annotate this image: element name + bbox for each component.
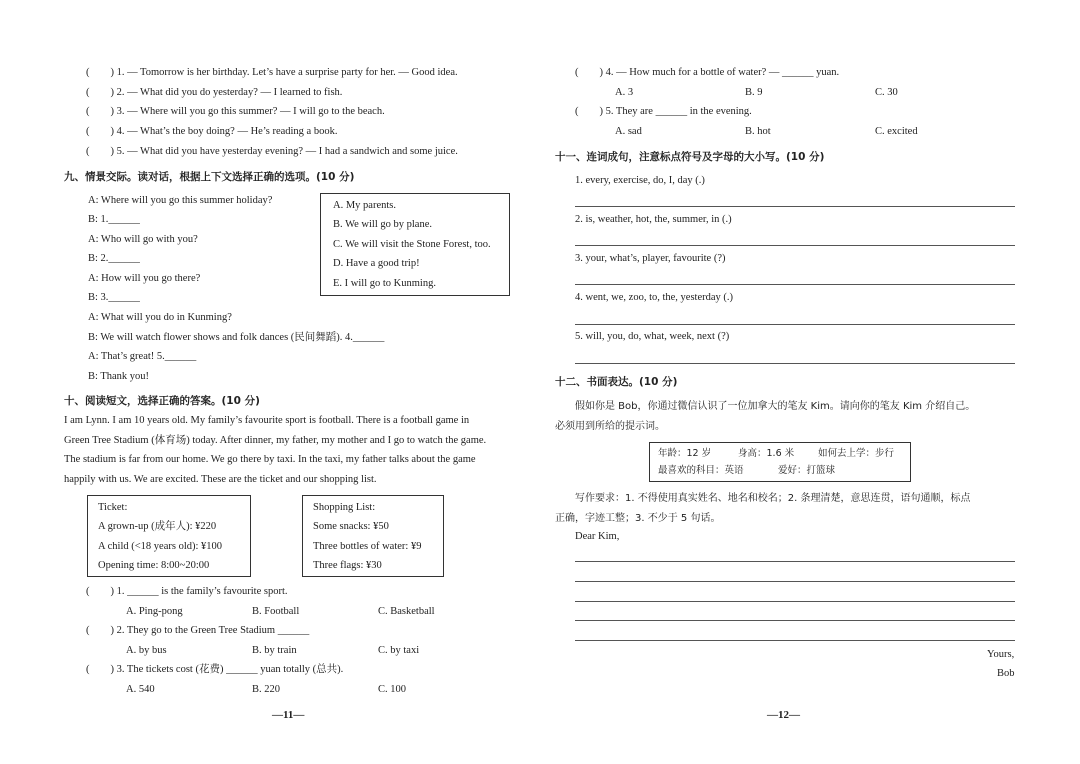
q2-option-b: B. by train xyxy=(252,645,297,656)
ticket-box xyxy=(87,495,251,577)
writing-line-4 xyxy=(575,620,1015,621)
info-subject: 最喜欢的科目：英语 xyxy=(658,465,744,476)
q1-option-a: A. Ping-pong xyxy=(126,606,183,617)
reading-question-5: ( ) 5. They are ______ in the evening. xyxy=(575,106,752,117)
info-box xyxy=(649,442,911,482)
q1-option-c: C. Basketball xyxy=(378,606,435,617)
section-9-title: 九、情景交际。读对话，根据上下文选择正确的选项。(10 分) xyxy=(64,171,355,183)
option-d: D. Have a good trip! xyxy=(333,258,420,269)
shopping-flags: Three flags: ¥30 xyxy=(313,560,382,571)
top-item-2: ( ) 2. — What did you do yesterday? — I learned to fish. xyxy=(86,87,343,98)
info-hobby: 爱好：打篮球 xyxy=(778,465,836,476)
passage-line-1: I am Lynn. I am 10 years old. My family’s favourite sport is football. There is a football game in xyxy=(64,415,470,426)
reading-question-2: ( ) 2. They go to the Green Tree Stadium ______ xyxy=(86,625,310,636)
dialog-line-7: A: What will you do in Kunming? xyxy=(88,312,232,323)
answer-line-3 xyxy=(575,284,1015,285)
dialog-line-9: A: That’s great! 5.______ xyxy=(88,351,197,362)
info-age: 年龄：12 岁 xyxy=(658,448,712,459)
right-page xyxy=(555,0,1025,764)
ticket-opening-time: Opening time: 8:00~20:00 xyxy=(98,560,210,571)
q3-option-c: C. 100 xyxy=(378,684,407,695)
info-height: 身高：1.6 米 xyxy=(738,448,795,459)
answer-line-4 xyxy=(575,324,1015,325)
q2-option-c: C. by taxi xyxy=(378,645,420,656)
top-item-1: ( ) 1. — Tomorrow is her birthday. Let’s have a surprise party for her. — Good idea. xyxy=(86,67,458,78)
dialog-line-10: B: Thank you! xyxy=(88,371,150,382)
writing-requirement-2: 正确，字迹工整；3. 不少于 5 句话。 xyxy=(555,513,721,524)
ticket-grown-up: A grown-up (成年人): ¥220 xyxy=(98,521,217,532)
writing-line-2 xyxy=(575,581,1015,582)
writing-line-5 xyxy=(575,640,1015,641)
writing-prompt-1: 假如你是 Bob，你通过微信认识了一位加拿大的笔友 Kim。请向你的笔友 Kim 介绍自己。 xyxy=(575,401,976,412)
answer-line-2 xyxy=(575,245,1015,246)
reading-question-3: ( ) 3. The tickets cost (花费) ______ yuan totally (总共). xyxy=(86,664,344,675)
writing-requirement-1: 写作要求：1. 不得使用真实姓名、地名和校名；2. 条理清楚，意思连贯，语句通顺，标点 xyxy=(575,493,971,504)
dialog-line-5: A: How will you go there? xyxy=(88,273,201,284)
option-b: B. We will go by plane. xyxy=(333,219,432,230)
top-item-3: ( ) 3. — Where will you go this summer? — I will go to the beach. xyxy=(86,106,385,117)
shopping-list-box xyxy=(302,495,444,577)
shopping-title: Shopping List: xyxy=(313,502,376,513)
option-a: A. My parents. xyxy=(333,200,396,211)
shopping-snacks: Some snacks: ¥50 xyxy=(313,521,389,532)
section-12-title: 十二、书面表达。(10 分) xyxy=(555,376,678,388)
ticket-title: Ticket: xyxy=(98,502,128,513)
q5-option-a: A. sad xyxy=(615,126,642,137)
option-e: E. I will go to Kunming. xyxy=(333,278,436,289)
options-box xyxy=(320,193,510,296)
q4-option-b: B. 9 xyxy=(745,87,763,98)
ticket-child: A child (<18 years old): ¥100 xyxy=(98,541,223,552)
letter-closing: Yours, xyxy=(987,649,1015,660)
dialog-line-6: B: 3.______ xyxy=(88,292,140,303)
q4-option-c: C. 30 xyxy=(875,87,898,98)
dialog-line-4: B: 2.______ xyxy=(88,253,140,264)
dialog-line-2: B: 1.______ xyxy=(88,214,140,225)
reading-question-4: ( ) 4. — How much for a bottle of water? — ______ yuan. xyxy=(575,67,840,78)
q5-option-b: B. hot xyxy=(745,126,771,137)
q5-option-c: C. excited xyxy=(875,126,918,137)
sentence-2: 2. is, weather, hot, the, summer, in (.) xyxy=(575,214,732,225)
info-transport: 如何去上学：步行 xyxy=(818,448,895,459)
reading-question-1: ( ) 1. ______ is the family’s favourite sport. xyxy=(86,586,288,597)
dialog-line-8: B: We will watch flower shows and folk dances (民间舞蹈). 4.______ xyxy=(88,332,385,343)
q3-option-a: A. 540 xyxy=(126,684,155,695)
left-page xyxy=(62,0,512,764)
passage-line-2: Green Tree Stadium (体育场) today. After dinner, my father, my mother and I go to watch the game. xyxy=(64,435,487,446)
top-item-5: ( ) 5. — What did you have yesterday evening? — I had a sandwich and some juice. xyxy=(86,146,458,157)
sentence-1: 1. every, exercise, do, I, day (.) xyxy=(575,175,705,186)
letter-signature: Bob xyxy=(997,668,1015,679)
q1-option-b: B. Football xyxy=(252,606,300,617)
dialog-line-1: A: Where will you go this summer holiday? xyxy=(88,195,273,206)
q3-option-b: B. 220 xyxy=(252,684,281,695)
writing-line-1 xyxy=(575,561,1015,562)
section-10-title: 十、阅读短文，选择正确的答案。(10 分) xyxy=(64,395,260,407)
page-number-12: —12— xyxy=(767,709,800,721)
writing-line-3 xyxy=(575,601,1015,602)
option-c: C. We will visit the Stone Forest, too. xyxy=(333,239,491,250)
passage-line-3: The stadium is far from our home. We go there by taxi. In the taxi, my father talks about the game xyxy=(64,454,476,465)
letter-greeting: Dear Kim, xyxy=(575,531,620,542)
q4-option-a: A. 3 xyxy=(615,87,634,98)
dialog-line-3: A: Who will go with you? xyxy=(88,234,198,245)
shopping-water: Three bottles of water: ¥9 xyxy=(313,541,422,552)
answer-line-1 xyxy=(575,206,1015,207)
sentence-3: 3. your, what’s, player, favourite (?) xyxy=(575,253,726,264)
answer-line-5 xyxy=(575,363,1015,364)
top-item-4: ( ) 4. — What’s the boy doing? — He’s reading a book. xyxy=(86,126,338,137)
writing-prompt-2: 必须用到所给的提示词。 xyxy=(555,421,665,432)
sentence-4: 4. went, we, zoo, to, the, yesterday (.) xyxy=(575,292,734,303)
q2-option-a: A. by bus xyxy=(126,645,167,656)
sentence-5: 5. will, you, do, what, week, next (?) xyxy=(575,331,730,342)
passage-line-4: happily with us. We are excited. These are the ticket and our shopping list. xyxy=(64,474,377,485)
section-11-title: 十一、连词成句，注意标点符号及字母的大小写。(10 分) xyxy=(555,151,825,163)
page-number-11: —11— xyxy=(272,709,305,721)
